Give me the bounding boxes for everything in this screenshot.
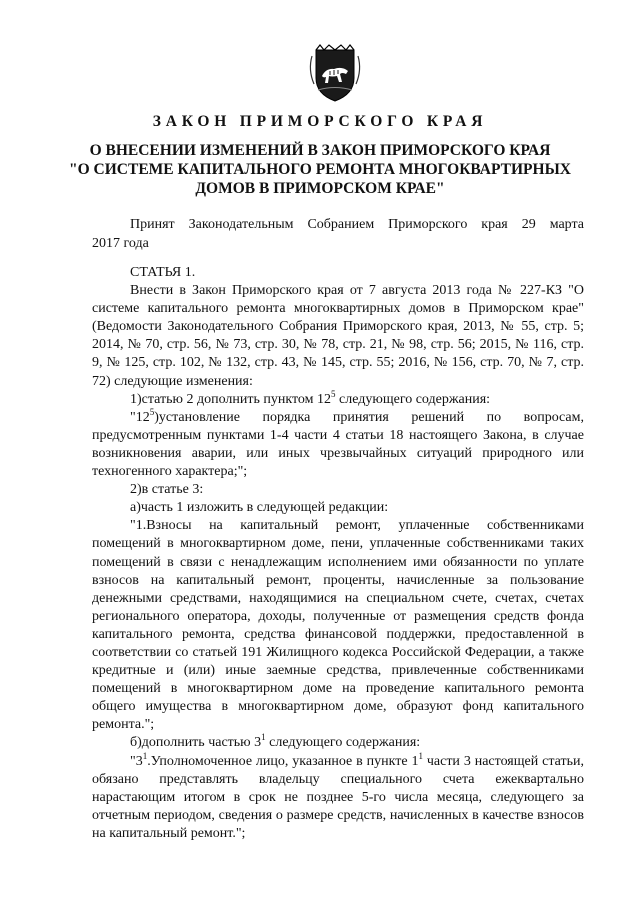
subtitle-line: "О СИСТЕМЕ КАПИТАЛЬНОГО РЕМОНТА МНОГОКВАРТИРНЫХ <box>69 161 571 178</box>
item-1 <box>92 388 584 409</box>
item-1-text: 1)статью 2 дополнить пунктом 12 <box>130 391 332 407</box>
coat-of-arms-icon <box>302 44 368 104</box>
item-2a: а)часть 1 изложить в следующей редакции: <box>130 500 389 516</box>
law-subtitle <box>0 141 640 198</box>
quote-text: части 3 настоящей статьи, обязано представлять владельцу специального счета ежеквартально нарастающим итогом в срок не позднее 5-го числа месяца, следующего за отчетным периодом, сведения о размере средств, начисленных в качестве взносов на капитальный ремонт."; <box>92 753 584 841</box>
item-2: 2)в статье 3: <box>130 482 204 498</box>
quote-open: "3 <box>130 753 143 769</box>
law-title: ЗАКОН ПРИМОРСКОГО КРАЯ <box>152 113 488 130</box>
item-1-tail: следующего содержания: <box>335 391 491 407</box>
subtitle-line: О ВНЕСЕНИИ ИЗМЕНЕНИЙ В ЗАКОН ПРИМОРСКОГО КРАЯ <box>89 142 551 159</box>
superscript: 5 <box>331 388 336 399</box>
quote-text: .Уполномоченное лицо, указанное в пункте 1 <box>147 753 419 769</box>
quote-part-1: "1.Взносы на капитальный ремонт, уплаченные собственниками помещений в многоквартирном доме, пени, уплаченные собственниками таких помещений в связи с ненадлежащим исполнением ими обязанности по уплате взносов на капитальный ремонт, проценты, начисленные за пользование денежными средствами, находящимися на специальном счете, счетах, счетах регионального оператора, доходы, полученные от размещения средств фонда капитального ремонта, средства финансовой поддержки, предоставленной в соответствии со статьей 191 Жилищного кодекса Российской Федерации, а также кредитные и (или) иные заемные средства, привлеченные собственниками помещений в многоквартирном доме на проведение капитального ремонта общего имущества в многоквартирном доме, образуют фонд капитального ремонта."; <box>92 518 584 733</box>
quote-open: "12 <box>130 409 150 425</box>
quote-text: )установление порядка принятия решений по вопросам, предусмотренным пунктами 1-4 части 4 статьи 18 настоящего Закона, в случае возникновения аварии, или иных чрезвычайных ситуаций природного или техногенного характера;"; <box>92 409 584 480</box>
article-heading: СТАТЬЯ 1. <box>130 265 196 280</box>
adoption-line: 2017 года <box>92 236 149 251</box>
quote-part-3-1 <box>92 750 584 843</box>
item-2b-text: б)дополнить частью 3 <box>130 735 262 751</box>
superscript: 1 <box>261 732 266 743</box>
subtitle-line: ДОМОВ В ПРИМОРСКОМ КРАЕ" <box>195 180 445 197</box>
superscript: 1 <box>142 750 148 761</box>
item-2b-tail: следующего содержания: <box>265 735 421 751</box>
article-body <box>92 264 584 843</box>
adoption-line: Принят Законодательным Собранием Приморского края 29 марта <box>130 217 584 232</box>
superscript: 5 <box>149 406 155 417</box>
article-intro: Внести в Закон Приморского края от 7 августа 2013 года № 227-КЗ "О системе капитального ремонта многоквартирных домов в Приморском крае" (Ведомости Законодательного Собрания Приморского края, 2013, № 55, стр. 5; 2014, № 70, стр. 56, № 73, стр. 30, № 78, стр. 21, № 98, стр. 56; 2015, № 116, стр. 9, № 125, стр. 102, № 132, стр. 43, № 145, стр. 55; 2016, № 156, стр. 70, № 7, стр. 72) следующие изменения: <box>92 283 584 389</box>
quote-12-5 <box>92 406 584 481</box>
superscript: 1 <box>418 750 423 761</box>
item-2b <box>92 734 584 752</box>
adoption-statement <box>92 215 584 253</box>
